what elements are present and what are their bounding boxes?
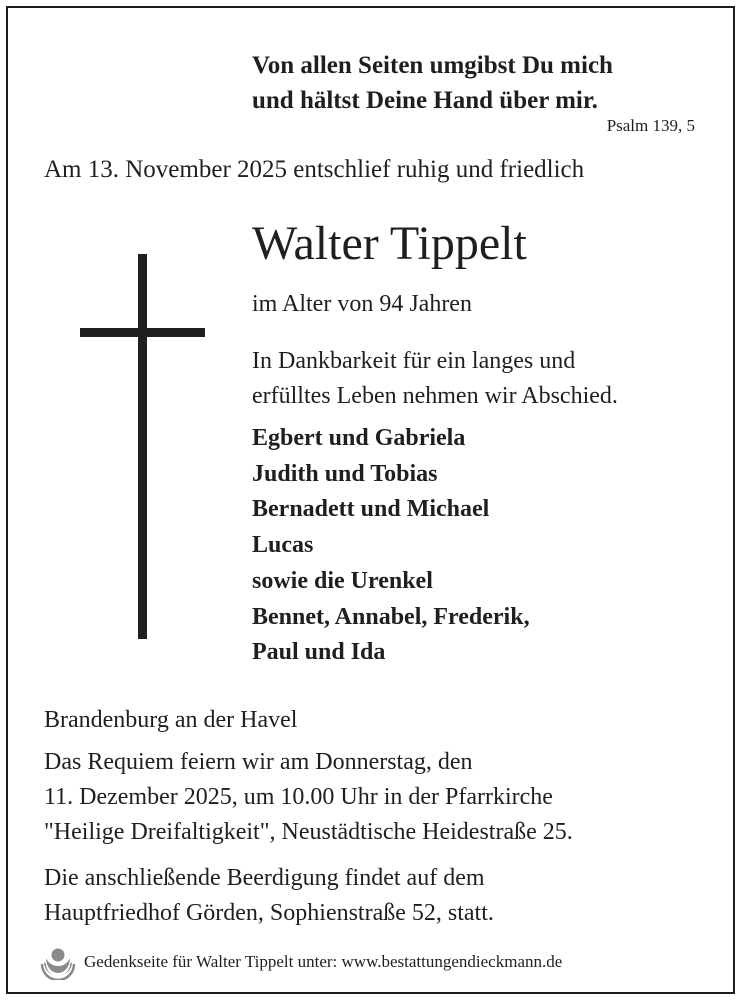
deceased-name: Walter Tippelt [252, 217, 527, 270]
farewell-line-1: In Dankbarkeit für ein langes und [252, 348, 576, 374]
obituary-notice [6, 6, 735, 994]
memorial-logo-icon [40, 944, 76, 980]
motto-verse [252, 48, 613, 118]
mourner-line: Lucas [252, 532, 314, 559]
burial-line-2: Hauptfriedhof Görden, Sophienstraße 52, statt. [44, 900, 494, 926]
service-line-2: 11. Dezember 2025, um 10.00 Uhr in der Pfarrkirche [44, 784, 553, 810]
mourner-line: Judith und Tobias [252, 460, 438, 487]
farewell-line-2: erfülltes Leben nehmen wir Abschied. [252, 383, 618, 409]
memorial-footer [40, 944, 562, 980]
intro-text: Am 13. November 2025 entschlief ruhig und friedlich [44, 156, 585, 183]
mourner-line: Paul und Ida [252, 639, 386, 666]
memorial-page-link[interactable]: Gedenkseite für Walter Tippelt unter: www.bestattungendieckmann.de [84, 952, 563, 971]
deceased-age: im Alter von 94 Jahren [252, 291, 472, 317]
service-line-3: "Heilige Dreifaltigkeit", Neustädtische Heidestraße 25. [44, 819, 573, 845]
motto-line-2: und hältst Deine Hand über mir. [252, 87, 598, 114]
cross-icon-horizontal [80, 328, 205, 337]
service-line-1: Das Requiem feiern wir am Donnerstag, den [44, 749, 473, 775]
service-details [44, 745, 573, 850]
mourner-line: Egbert und Gabriela [252, 425, 466, 451]
burial-details [44, 861, 494, 931]
mourners-list [252, 421, 530, 671]
burial-line-1: Die anschließende Beerdigung findet auf dem [44, 865, 485, 891]
motto-line-1: Von allen Seiten umgibst Du mich [252, 52, 613, 79]
city-text: Brandenburg an der Havel [44, 707, 298, 733]
motto-source: Psalm 139, 5 [606, 116, 695, 135]
farewell-text [252, 344, 618, 414]
mourner-line: Bernadett und Michael [252, 496, 490, 523]
mourner-line: sowie die Urenkel [252, 567, 433, 594]
cross-icon-vertical [138, 254, 147, 639]
mourner-line: Bennet, Annabel, Frederik, [252, 603, 530, 630]
